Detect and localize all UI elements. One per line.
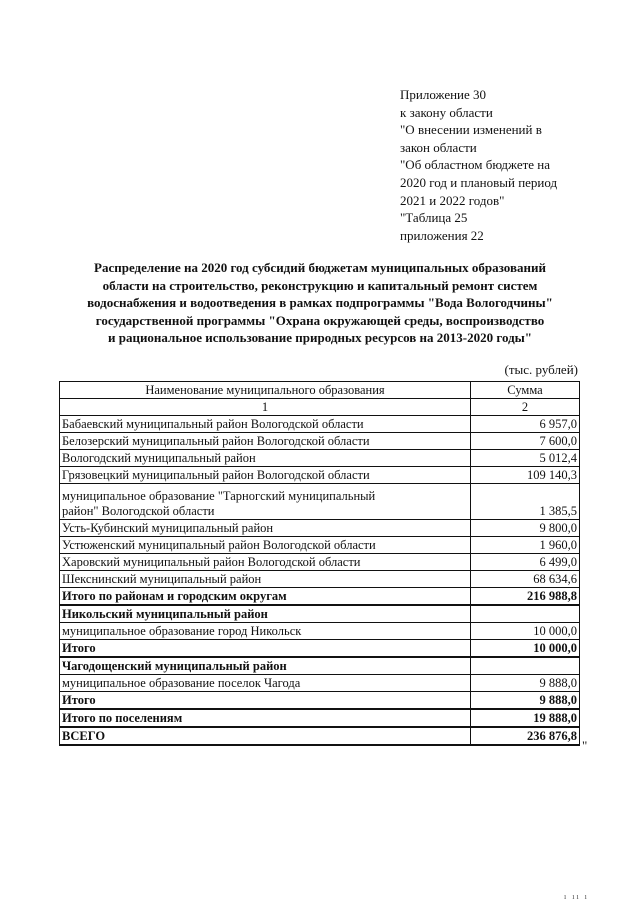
appendix-line: закон области: [400, 139, 477, 155]
table-header-row: [60, 382, 580, 399]
appendix-reference: [400, 86, 600, 244]
row-name: ВСЕГО: [60, 727, 471, 745]
title-line: области на строительство, реконструкцию и капитальный ремонт систем: [102, 277, 538, 293]
row-sum: 68 634,6: [471, 571, 580, 588]
row-name-line: район" Вологодской области: [62, 504, 215, 518]
table-row: [60, 571, 580, 588]
row-name-line: муниципальное образование "Тарногский муниципальный: [62, 489, 376, 503]
grand-total-row: [60, 727, 580, 745]
appendix-line: 2021 и 2022 годов": [400, 192, 505, 208]
subtotal-row: [60, 588, 580, 606]
table-row: [60, 450, 580, 467]
row-name: Вологодский муниципальный район: [60, 450, 471, 467]
row-name: Итого по поселениям: [60, 709, 471, 727]
row-name: Устюженский муниципальный район Вологодской области: [60, 537, 471, 554]
title-line: и рациональное использование природных ресурсов на 2013-2020 годы": [107, 330, 533, 345]
row-name: Итого: [60, 692, 471, 710]
units-label: (тыс. рублей): [504, 362, 578, 377]
row-name: Усть-Кубинский муниципальный район: [60, 520, 471, 537]
table-row: [60, 484, 580, 520]
row-name: Белозерский муниципальный район Вологодской области: [60, 433, 471, 450]
row-name: муниципальное образование город Никольск: [60, 623, 471, 640]
row-sum: 1 385,5: [471, 484, 580, 520]
header-sum: Сумма: [471, 382, 580, 399]
row-name: Итого по районам и городским округам: [60, 588, 471, 606]
appendix-line: "Об областном бюджете на: [400, 157, 551, 173]
row-sum: 236 876,8: [471, 727, 580, 745]
table-row: [60, 623, 580, 640]
table-row: [60, 520, 580, 537]
appendix-line: Приложение 30: [400, 87, 487, 102]
row-sum: 9 888,0: [471, 692, 580, 710]
row-sum: 19 888,0: [471, 709, 580, 727]
subtotal-row: [60, 640, 580, 658]
row-name: муниципальное образование поселок Чагода: [60, 675, 471, 692]
row-sum: 1 960,0: [471, 537, 580, 554]
closing-quote: ": [582, 738, 588, 753]
row-name: [60, 484, 471, 520]
subtotal-row: [60, 709, 580, 727]
section-header-row: [60, 605, 580, 623]
table-row: [60, 554, 580, 571]
table-row: [60, 675, 580, 692]
row-sum: 6 499,0: [471, 554, 580, 571]
document-title: [50, 259, 590, 347]
appendix-line: приложения 22: [400, 227, 484, 243]
subsidy-table: [59, 381, 580, 746]
row-sum: 9 888,0: [471, 675, 580, 692]
subtotal-row: [60, 692, 580, 710]
row-sum: 10 000,0: [471, 623, 580, 640]
row-name: Харовский муниципальный район Вологодской области: [60, 554, 471, 571]
row-sum: [471, 605, 580, 623]
appendix-line: "О внесении изменений в: [400, 122, 542, 138]
table-row: [60, 433, 580, 450]
page-mark: ı ıı ı: [564, 892, 589, 901]
col-number-1: 1: [60, 399, 471, 416]
table-row: [60, 467, 580, 484]
header-name: Наименование муниципального образования: [60, 382, 471, 399]
title-line: водоснабжения и водоотведения в рамках подпрограммы "Вода Вологодчины": [87, 295, 553, 310]
title-line: государственной программы "Охрана окружающей среды, воспроизводство: [95, 312, 545, 328]
row-sum: 216 988,8: [471, 588, 580, 606]
row-name: Бабаевский муниципальный район Вологодской области: [60, 416, 471, 433]
section-header-row: [60, 657, 580, 675]
row-name: Чагодощенский муниципальный район: [60, 657, 471, 675]
row-sum: 109 140,3: [471, 467, 580, 484]
title-line: Распределение на 2020 год субсидий бюджетам муниципальных образований: [94, 260, 546, 275]
row-sum: [471, 657, 580, 675]
row-sum: 5 012,4: [471, 450, 580, 467]
row-sum: 9 800,0: [471, 520, 580, 537]
table-row: [60, 416, 580, 433]
row-name: Никольский муниципальный район: [60, 605, 471, 623]
column-number-row: [60, 399, 580, 416]
table-row: [60, 537, 580, 554]
appendix-line: к закону области: [400, 104, 493, 120]
appendix-line: "Таблица 25: [400, 210, 468, 226]
row-name: Шекснинский муниципальный район: [60, 571, 471, 588]
row-name: Итого: [60, 640, 471, 658]
col-number-2: 2: [471, 399, 580, 416]
row-name: Грязовецкий муниципальный район Вологодской области: [60, 467, 471, 484]
row-sum: 10 000,0: [471, 640, 580, 658]
appendix-line: 2020 год и плановый период: [400, 174, 558, 190]
row-sum: 6 957,0: [471, 416, 580, 433]
row-sum: 7 600,0: [471, 433, 580, 450]
